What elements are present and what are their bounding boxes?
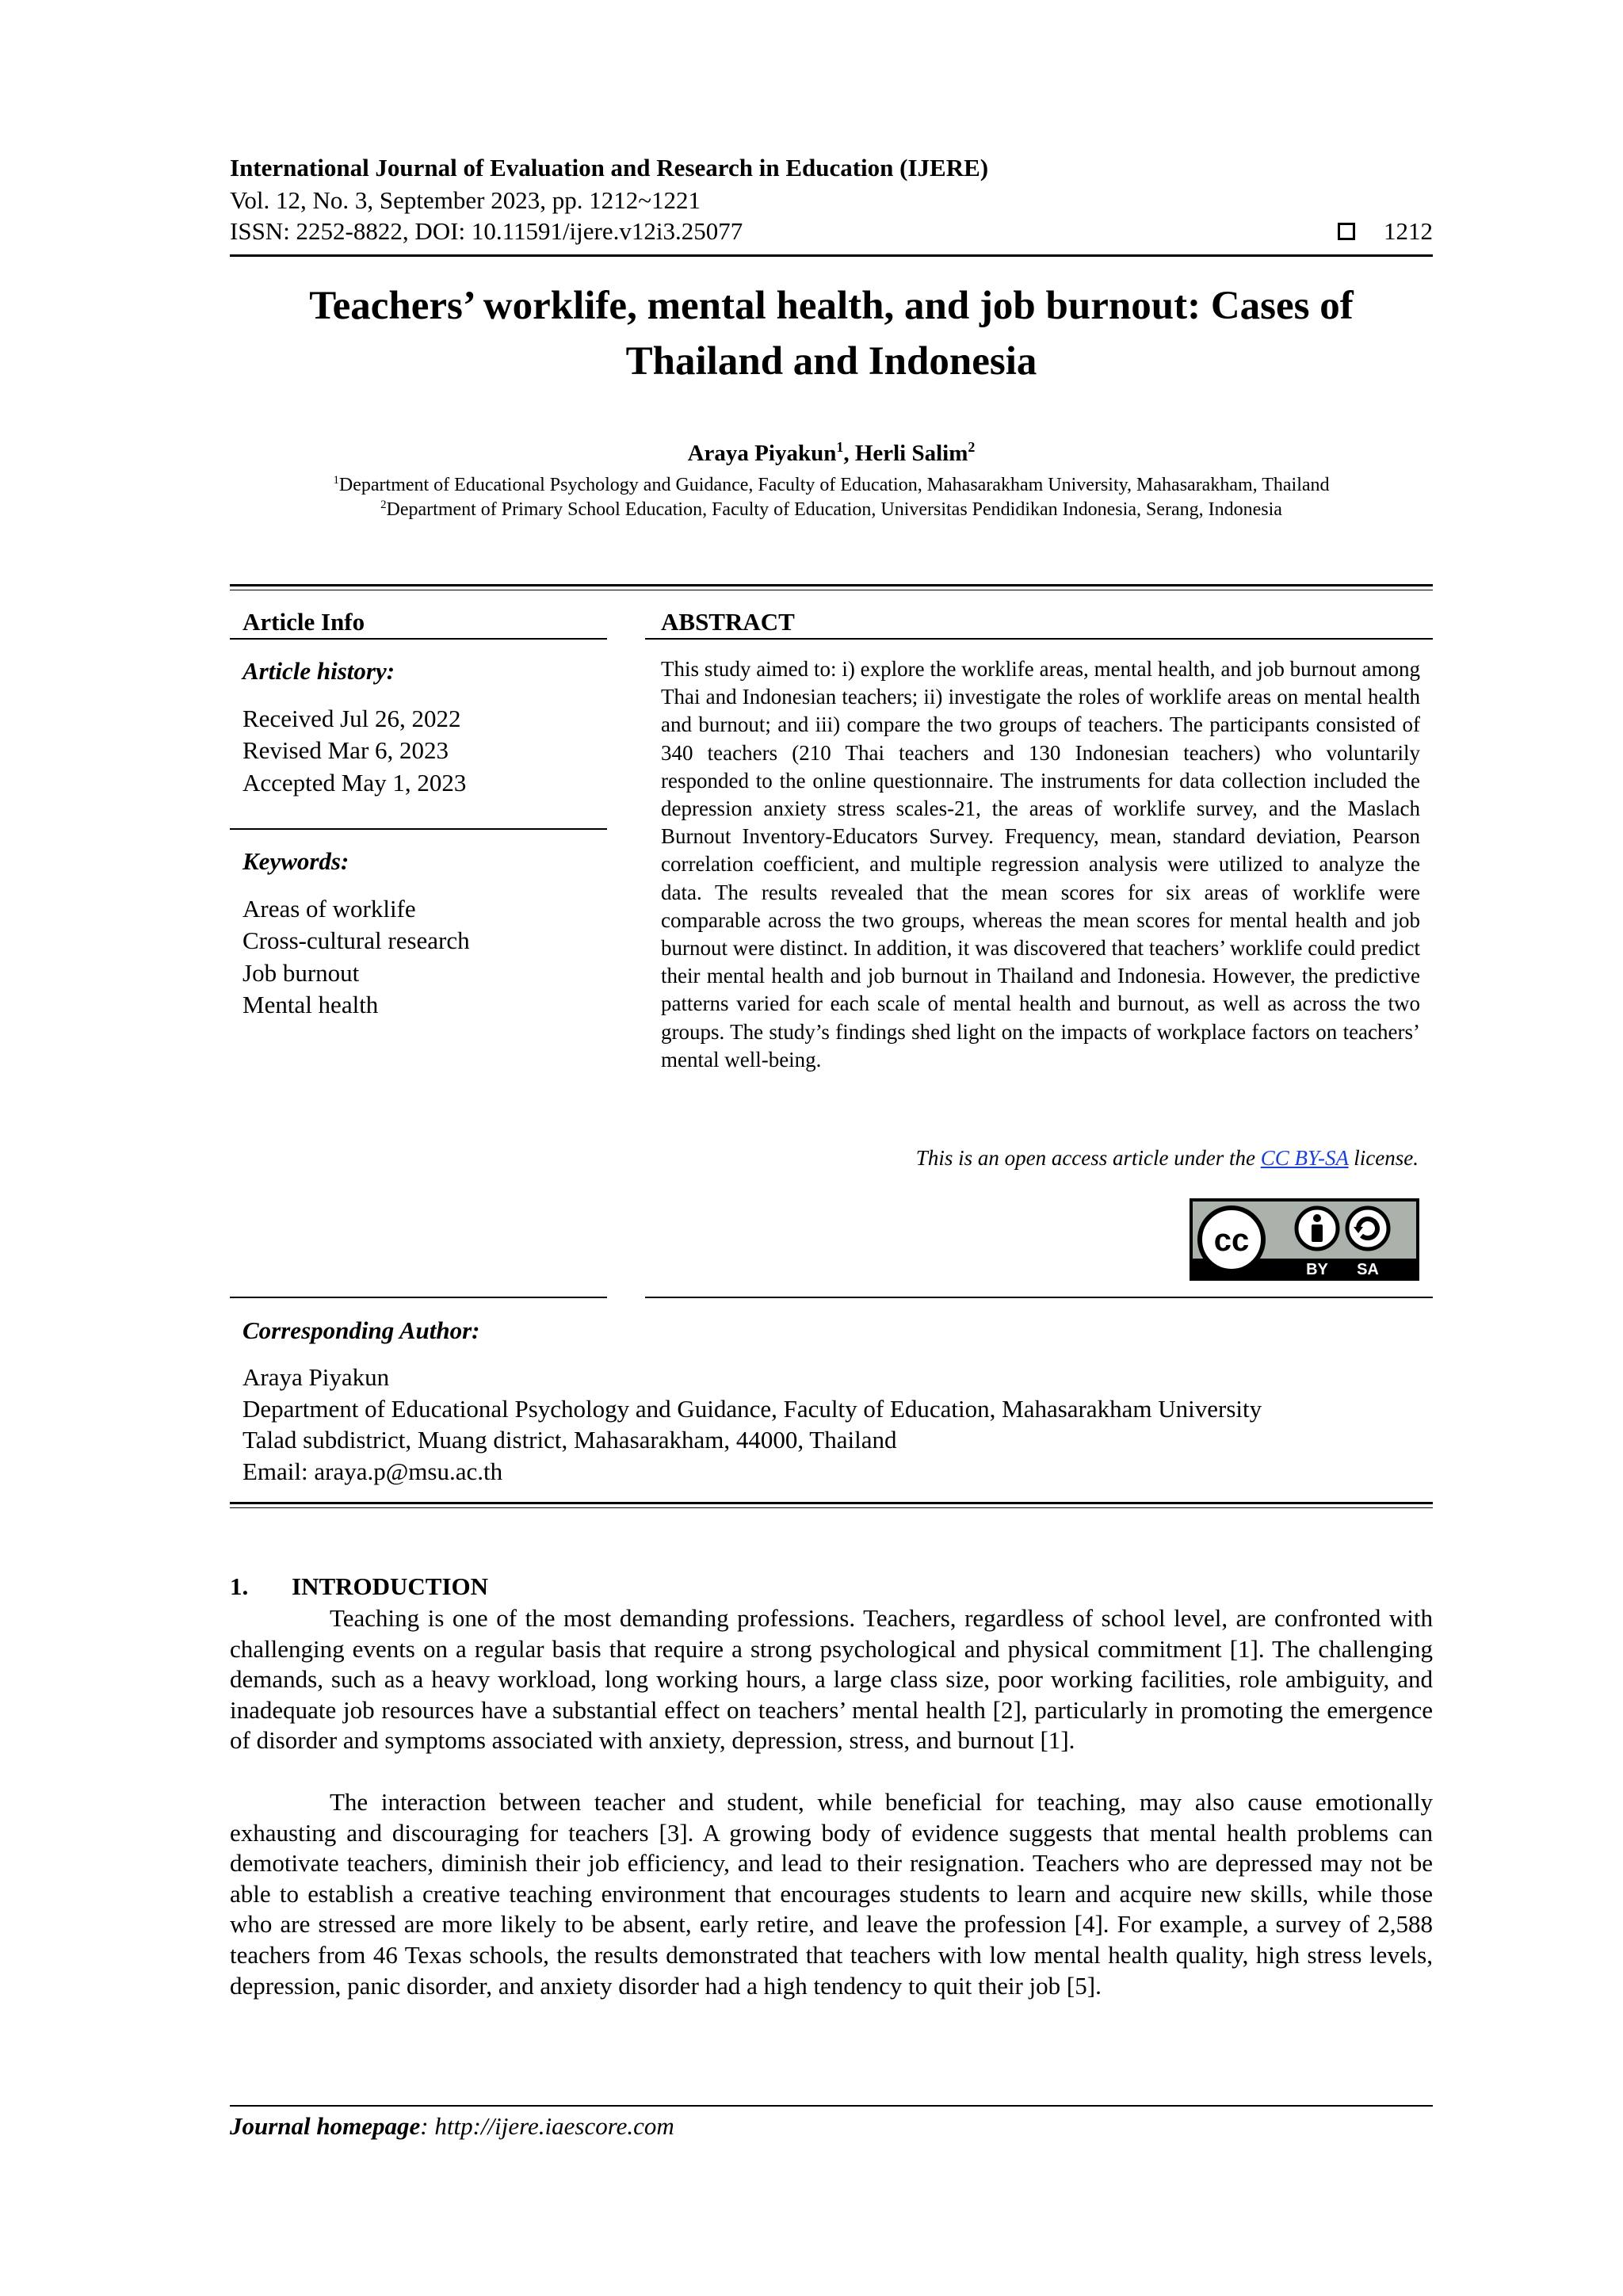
corresponding-department: Department of Educational Psychology and Guidance, Faculty of Education, Mahasarakham University bbox=[242, 1394, 1262, 1423]
abstract-text: This study aimed to: i) explore the worklife areas, mental health, and job burnout among Thai and Indonesian teachers; ii) investigate the roles of worklife areas on mental health and burnout; and iii) compare the two groups of teachers. The participants consisted of 340 teachers (210 Thai teachers and 130 Indonesian teachers) who voluntarily responded to the online questionnaire. The instruments for data collection included the depression anxiety stress scales-21, the areas of worklife survey, and the Maslach Burnout Inventory-Educators Survey. Frequency, mean, standard deviation, Pearson correlation coefficient, and multiple regression analysis were utilized to analyze the data. The results revealed that the mean scores for six areas of worklife were comparable across the two groups, whereas the mean scores for mental health and job burnout were distinct. In addition, it was discovered that teachers’ worklife could predict their mental health and job burnout in Thailand and Indonesia. However, the predictive patterns varied for each scale of mental health and burnout, as well as across the two groups. The study’s findings shed light on the impacts of workplace factors on teachers’ mental well-being. bbox=[661, 657, 1420, 1072]
author-separator: , bbox=[843, 441, 855, 466]
keywords-rule bbox=[230, 828, 607, 830]
paper-title bbox=[230, 279, 1433, 390]
introduction-heading bbox=[230, 1572, 488, 1601]
revised-date: Revised Mar 6, 2023 bbox=[242, 736, 449, 765]
keywords-list bbox=[242, 893, 470, 1021]
page-number: 1212 bbox=[1384, 217, 1433, 245]
paper-title-line-2: Thailand and Indonesia bbox=[625, 338, 1037, 384]
affiliation-text: Department of Primary School Education, Faculty of Education, Universitas Pendidikan Indonesia, Serang, Indonesia bbox=[386, 499, 1282, 520]
affiliation-mark: 2 bbox=[380, 499, 387, 512]
attribution-head bbox=[1313, 1214, 1321, 1222]
license-suffix: license. bbox=[1348, 1146, 1419, 1170]
accepted-date: Accepted May 1, 2023 bbox=[242, 768, 467, 797]
author-affiliation-mark: 2 bbox=[968, 439, 976, 456]
author-name: Herli Salim bbox=[854, 441, 968, 466]
article-history-heading: Article history: bbox=[242, 657, 395, 685]
author-list bbox=[230, 441, 1433, 467]
badge-by-label: BY bbox=[1306, 1261, 1328, 1278]
keywords-heading: Keywords: bbox=[242, 847, 349, 875]
checkbox-square-icon bbox=[1338, 223, 1355, 240]
author-name: Araya Piyakun bbox=[687, 441, 837, 466]
journal-volume: Vol. 12, No. 3, September 2023, pp. 1212~1221 bbox=[230, 186, 701, 214]
journal-homepage bbox=[230, 2112, 674, 2141]
corresponding-name: Araya Piyakun bbox=[242, 1363, 390, 1391]
author-affiliation-mark: 1 bbox=[836, 439, 844, 456]
license-prefix: This is an open access article under the bbox=[915, 1146, 1261, 1170]
badge-sa-label: SA bbox=[1357, 1261, 1379, 1278]
abstract-rule bbox=[645, 638, 1433, 640]
homepage-url[interactable]: : http://ijere.iaescore.com bbox=[420, 2112, 674, 2140]
keyword-item: Job burnout bbox=[242, 958, 360, 987]
corresponding-email: Email: araya.p@msu.ac.th bbox=[242, 1457, 503, 1485]
section-title: INTRODUCTION bbox=[292, 1572, 489, 1600]
homepage-label: Journal homepage bbox=[230, 2112, 421, 2140]
corresponding-address: Talad subdistrict, Muang district, Mahasarakham, 44000, Thailand bbox=[242, 1426, 897, 1454]
affiliation-mark: 1 bbox=[333, 474, 339, 487]
keyword-item: Mental health bbox=[242, 990, 379, 1018]
affiliation-1 bbox=[230, 475, 1433, 496]
affiliation-2 bbox=[230, 499, 1433, 521]
section-number: 1. bbox=[230, 1572, 249, 1600]
cc-by-sa-link[interactable]: CC BY-SA bbox=[1260, 1146, 1349, 1170]
abstract-bottom-rule bbox=[645, 1297, 1433, 1298]
introduction-paragraph-1 bbox=[230, 1603, 1433, 1756]
introduction-paragraph-2 bbox=[230, 1787, 1433, 2001]
paragraph-text: Teaching is one of the most demanding professions. Teachers, regardless of school level, are confronted with challenging events on a regular basis that require a strong psychological and physical commitment [1]. The challenging demands, such as a heavy workload, long working hours, a large class size, poor working facilities, role ambiguity, and inadequate job resources have a substantial effect on teachers’ mental health [2], particularly in promoting the emergence of disorder and symptoms associated with anxiety, depression, stress, and burnout [1]. bbox=[230, 1604, 1433, 1755]
abstract-heading: ABSTRACT bbox=[661, 608, 795, 636]
corresponding-heading: Corresponding Author: bbox=[242, 1316, 480, 1344]
keyword-item: Cross-cultural research bbox=[242, 926, 470, 955]
keyword-item: Areas of worklife bbox=[242, 895, 416, 923]
share-alike-icon bbox=[1347, 1208, 1388, 1249]
attribution-body bbox=[1312, 1224, 1323, 1242]
journal-name: International Journal of Evaluation and Research in Education (IJERE) bbox=[230, 154, 989, 181]
corresponding-bottom-rule-2 bbox=[230, 1507, 1433, 1508]
journal-issn-doi: ISSN: 2252-8822, DOI: 10.11591/ijere.v12i3.25077 bbox=[230, 217, 743, 245]
article-info-bottom-rule bbox=[230, 1297, 607, 1298]
affiliation-text: Department of Educational Psychology and Guidance, Faculty of Education, Mahasarakham University, Mahasarakham, Thailand bbox=[338, 475, 1330, 495]
received-date: Received Jul 26, 2022 bbox=[242, 705, 461, 732]
corresponding-details bbox=[242, 1362, 1262, 1487]
corresponding-bottom-rule bbox=[230, 1502, 1433, 1504]
article-info-heading: Article Info bbox=[242, 608, 365, 636]
cc-logo-text: cc bbox=[1213, 1223, 1250, 1258]
paper-title-line-1: Teachers’ worklife, mental health, and job burnout: Cases of bbox=[309, 284, 1354, 328]
article-info-rule bbox=[230, 638, 607, 640]
footer-rule bbox=[230, 2105, 1433, 2107]
header-rule bbox=[230, 254, 1433, 257]
license-note bbox=[916, 1146, 1419, 1171]
paragraph-text: The interaction between teacher and student, while beneficial for teaching, may also cause emotionally exhausting and discouraging for teachers [3]. A growing body of evidence suggests that mental health problems can demotivate teachers, diminish their job efficiency, and lead to their resignation. Teachers who are depressed may not be able to establish a creative teaching environment that encourages students to learn and acquire new skills, while those who are stressed are more likely to be absent, early retire, and leave the profession [4]. For example, a survey of 2,588 teachers from 46 Texas schools, the results demonstrated that teachers with low mental health quality, high stress levels, depression, panic disorder, and anxiety disorder had a high tendency to quit their job [5]. bbox=[230, 1788, 1433, 2000]
cc-by-sa-badge-icon[interactable] bbox=[1190, 1198, 1419, 1281]
page-number-group bbox=[1338, 217, 1433, 246]
article-history bbox=[242, 703, 466, 799]
info-top-rule bbox=[230, 584, 1433, 586]
